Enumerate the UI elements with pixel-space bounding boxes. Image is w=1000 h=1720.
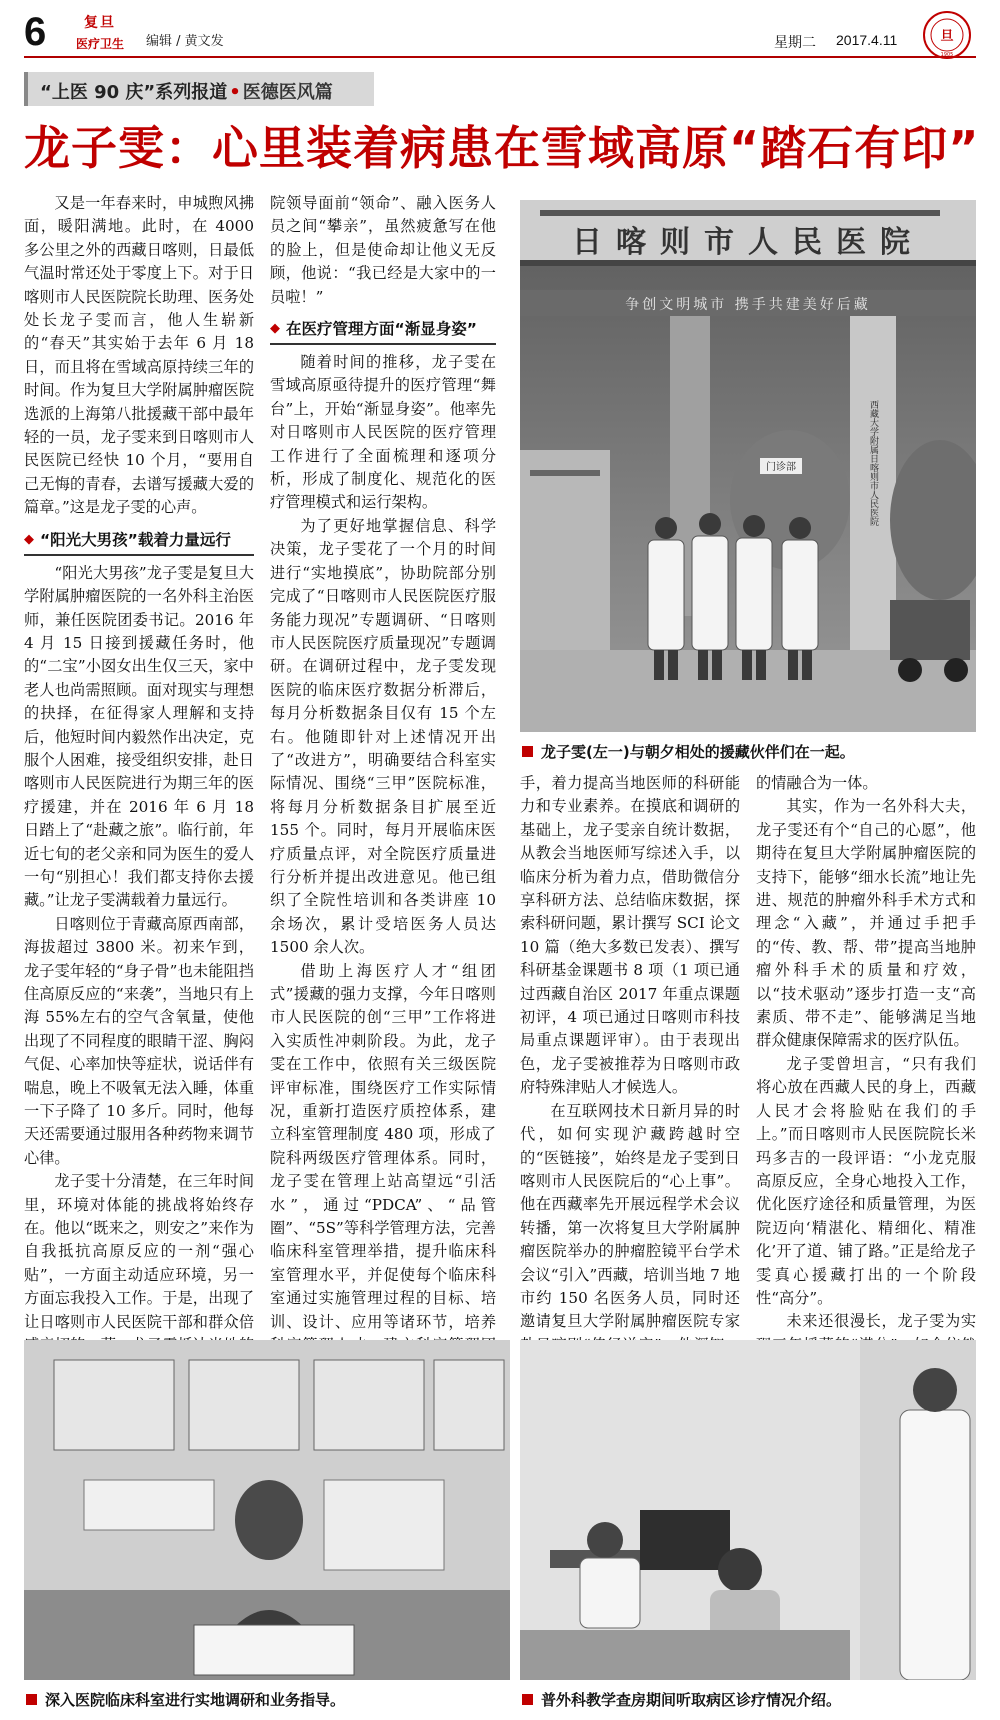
text-column-1 (24, 192, 254, 1381)
hospital-sign-text: 西藏大学附属日喀则市人民医院 (868, 400, 878, 526)
paragraph: “阳光大男孩”龙子雯是复旦大学附属肿瘤医院的一名外科主治医师，兼任医院团委书记。2016 年 4 月 15 日接到援藏任务时，他的“二宝”小囡女出生仅三天，家中老人也尚需照顾。面对现实与理想的抉择，在征得家人理解和支持后，他短时间内毅然作出决定，克服个人困难，接受组织安排，赴日喀则市人民医院进行为期三年的医疗援建，并在 2016 年 6 月 18 日踏上了“赴藏之旅”。临行前，年近七旬的老父亲和同为医生的爱人一句“别担心！我们都支持你去援藏。”让龙子雯满载着力量远行。 (24, 563, 254, 910)
series-tag: “上医 90 庆”系列报道 (40, 82, 228, 103)
subheading-text: 在医疗管理方面“渐显身姿” (286, 320, 477, 339)
paragraph: 龙子雯曾坦言，“只有我们将心放在西藏人民的身上，西藏人民才会将脸贴在我们的手上。”而日喀则市人民医院院长米玛多吉的一段评语：“小龙克服高原反应，全身心地投入工作，优化医疗途径和质量管理，为医院迈向‘精湛化、精细化、精准化’开了道、铺了路。”正是给龙子雯真心援藏打出的一个阶段性“高分”。 (756, 1054, 976, 1307)
university-seal-icon (922, 10, 972, 60)
page-number: 6 (24, 10, 47, 54)
subheading (24, 528, 254, 556)
caption-square-icon (522, 746, 533, 757)
caption-square-icon (26, 1694, 37, 1705)
paragraph: 院领导面前“领命”、融入医务人员之间“攀亲”，虽然疲惫写在他的脸上，但是使命却让他义无反顾，他说：“我已经是大家中的一员啦！” (270, 194, 496, 306)
paragraph: 又是一年春来时，申城煦风拂面，暖阳满地。此时，在 4000 多公里之外的西藏日喀则，日最低气温时常还处于零度上下。对于日喀则市人民医院院长助理、医务处处长龙子雯而言，他人生崭新的“春天”其实始于去年 6 月 18 日，而且将在雪域高原持续三年的时间。作为复旦大学附属肿瘤医院选派的上海第八批援藏干部中最年轻的一员，龙子雯来到日喀则市人民医院已经快 10 个月，“要用自己无悔的青春，去谱写援藏大爱的篇章。”这是龙子雯的心声。 (24, 194, 254, 517)
paragraph: 其实，作为一名外科大夫，龙子雯还有个“自己的心愿”，他期待在复旦大学附属肿瘤医院的支持下，能够“细水长流”地让先进、规范的肿瘤外科手术方式和理念“入藏”，并通过手把手的“传、教、帮、带”提高当地肿瘤外科手术的质量和疗效，以“技术驱动”逐步打造一支“高素质、带不走”、能够满足当地群众健康保障需求的医疗队伍。 (756, 797, 976, 1050)
ward-round-photo (520, 1340, 976, 1680)
main-photo (520, 200, 976, 732)
bottom-left-photo (24, 1340, 510, 1680)
paragraph: 手，着力提高当地医师的科研能力和专业素养。在摸底和调研的基础上，龙子雯亲自统计数据，从教会当地医师写综述入手，以临床分析为着力点，借助微信分享科研方法、总结临床数据，探索科研问题，累计撰写 SCI 论文 10 篇（绝大多数已发表）、撰写科研基金课题书 8 项（1 项已通过西藏自治区 2017 年重点课题初评，4 项已通过日喀则市科技局重点课题评审）。由于表现出色，龙子雯被推荐为日喀则市政府特殊津贴人才候选人。 (520, 774, 740, 1097)
paragraph: 借助上海医疗人才“组团式”援藏的强力支撑，今年日喀则市人民医院的创“三甲”工作将进入实质性冲刺阶段。为此，龙子雯在工作中，依照有关三级医院评审标准，围绕医疗工作实际情况，重新打造医疗质控体系，建立科室管理制度 480 项，形成了院科两级医疗管理体系。同时，龙子雯在管理上站高望远“引活水”，通过“PDCA”、“品管圈”、“5S”等科学管理方法，完善临床科室管理举措，提升临床科室管理水平，并促使每个临床科室通过实施管理过程的目标、培训、设计、应用等诸环节，培养 (270, 961, 496, 1331)
paragraph: 未来还很漫长，龙子雯为实 (786, 1312, 976, 1331)
issue-date: 2017.4.11 (836, 32, 898, 48)
banner-text: 争创文明城市 携手共建美好后藏 (625, 297, 871, 313)
series-dot: • (229, 82, 241, 103)
paragraph: 日喀则位于青藏高原西南部，海拔超过 3800 米。初来乍到，龙子雯年轻的“身子骨”也未能阻挡住高原反应的“来袭”，当地只有上海 55%左右的空气含氧量，使他出现了不同程度的眼睛干涩、胸闷气促、心率加快等症状，说话伴有喘息，晚上不吸氧无法入睡，体重一下子降了 10 多斤。同时，他每天还需要通过服用各种药物来调节心律。 (24, 914, 254, 1167)
text-column-2 (270, 192, 496, 1470)
seal-year: 1905 (940, 52, 954, 58)
brand-main: 复旦 (84, 15, 116, 31)
bottom-right-photo (520, 1340, 976, 1680)
paragraph: 的情融合为一体。 (756, 774, 878, 792)
paragraph: 在互联网技术日新月异的时代，如何实现沪藏跨越时空的“医链接”，始终是龙子雯到日喀则市人民医院后的“心上事”。他在西藏率先开展远程学术会议转播，第一次将复旦大学附属肿瘤医院举办的肿瘤腔镜平台学术会议“引入”西藏，培训当地 7 地市约 150 名医务人员，同时还邀请复旦大学附属肿瘤医院专家 (520, 1101, 740, 1331)
door-sign: 门诊部 (766, 462, 796, 473)
headline: 龙子雯：心里装着病患在雪域高原“踏石有印” (24, 121, 980, 175)
gate-name: 日喀则市人民医院 (572, 225, 924, 260)
main-photo-caption: 龙子雯(左一)与朝夕相处的援藏伙伴们在一起。 (522, 740, 976, 762)
office-survey-photo (24, 1340, 510, 1680)
series-label: 医德医风篇 (242, 82, 333, 103)
diamond-icon: ◆ (24, 531, 34, 547)
svg-text:旦: 旦 (940, 29, 954, 44)
paragraph: 随着时间的推移，龙子雯在雪域高原亟待提升的医疗管理“舞台”上，开始“渐显身姿”。他率先对日喀则市人民医院的医疗管理工作进行了全面梳理和逐项分析，形成了制度化、规范化的医疗管理模式和运行架构。 (270, 353, 496, 512)
text-column-3 (520, 772, 740, 1427)
paragraph: 为了更好地掌握信息、科学决策，龙子雯花了一个月的时间进行“实地摸底”，协助院部分别完成了“日喀则市人民医院医疗服务能力现况”专题调研、“日喀则市人民医院医疗质量现况”专题调研。在调研过程中，龙子雯发现医院的临床医疗数据分析滞后，每月分析数据条目仅有 15 个左右。他随即针对上述情况开出了“改进方”，明确要结合科室实际情况、围绕“三甲”医院标准，将每月分析数据条目扩展至近 155 个。同时，每月开展临床医疗质量点评，对全院医疗质量进行分析并提出改进意见。他已组织了全院性培训和各类讲座 10 余场次，累计受培医务人员达 1500 余人次。 (270, 516, 496, 957)
brand-sub: 医疗卫生 (75, 37, 124, 51)
weekday: 星期二 (774, 35, 816, 51)
bottom-left-caption: 深入医院临床科室进行实地调研和业务指导。 (26, 1688, 506, 1710)
subheading-text: “阳光大男孩”载着力量远行 (40, 530, 231, 549)
subheading (270, 317, 496, 345)
series-banner (24, 72, 374, 106)
section-brand (70, 12, 130, 52)
bottom-right-caption: 普外科教学查房期间听取病区诊疗情况介绍。 (522, 1688, 976, 1710)
paragraph: 龙子雯十分清楚，在三年时间里，环境对体能的挑战将始终存在。他以“既来之，则安之”来作为自我抵抗高原反应的一剂“强心贴”，一方面主动适应环境，另一方面忘我投入工作。于是，出现了让日喀则市人民医院干部和群众倍 (24, 1172, 254, 1331)
diamond-icon: ◆ (270, 321, 280, 337)
hospital-gate-photo (520, 200, 976, 732)
editor-credit: 编辑 / 黄文发 (146, 34, 224, 49)
text-column-4 (756, 772, 976, 1429)
page-header (24, 10, 976, 58)
caption-square-icon (522, 1694, 533, 1705)
